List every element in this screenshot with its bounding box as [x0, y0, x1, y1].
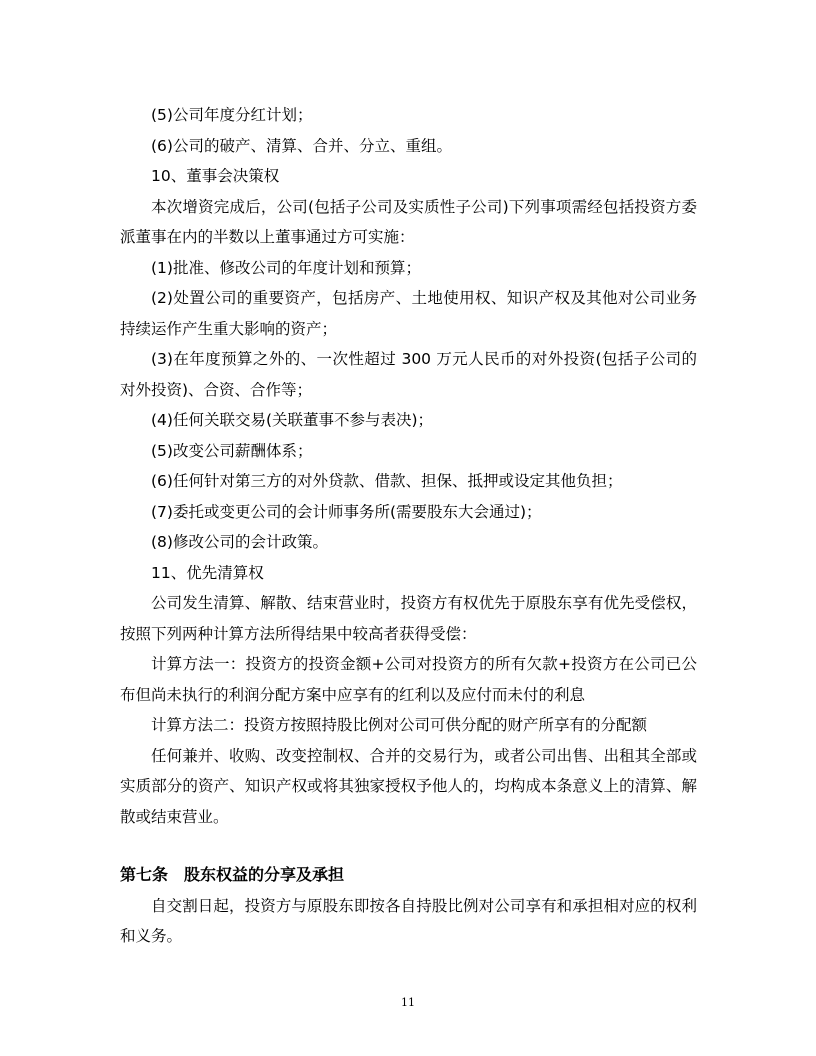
- paragraph-shareholder-rights: 自交割日起，投资方与原股东即按各自持股比例对公司享有和承担相对应的权利和义务。: [120, 896, 697, 945]
- paragraph-dividend-plan: (5)公司年度分红计划；: [151, 106, 313, 124]
- section-heading-liquidation: 11、优先清算权: [151, 563, 264, 582]
- paragraph-liquidation-intro: 公司发生清算、解散、结束营业时，投资方有权优先于原股东享有优先受偿权，按照下列两种计算方法所得结果中较高者获得受偿：: [120, 594, 697, 643]
- paragraph-deemed-liquidation: 任何兼并、收购、改变控制权、合并的交易行为，或者公司出售、出租其全部或实质部分的资产、知识产权或将其独家授权予他人的，均构成本条意义上的清算、解散或结束营业。: [120, 746, 697, 826]
- list-item-budget: (1)批准、修改公司的年度计划和预算；: [151, 258, 421, 277]
- list-item-compensation: (5)改变公司薪酬体系；: [151, 441, 313, 460]
- paragraph-bankruptcy: (6)公司的破产、清算、合并、分立、重组。: [151, 136, 452, 155]
- paragraph-method-one: 计算方法一：投资方的投资金额+公司对投资方的所有欠款+投资方在公司已公布但尚未执行的利润分配方案中应享有的红利以及应付而未付的利息: [120, 655, 697, 704]
- list-item-investment: (3)在年度预算之外的、一次性超过 300 万元人民币的对外投资(包括子公司的对外投资)、合资、合作等；: [120, 350, 697, 399]
- list-item-accounting-firm: (7)委托或变更公司的会计师事务所(需要股东大会通过)；: [151, 502, 542, 521]
- article-title: 股东权益的分享及承担: [184, 865, 345, 884]
- list-item-loans: (6)任何针对第三方的对外贷款、借款、担保、抵押或设定其他负担；: [151, 472, 623, 490]
- paragraph-board-intro: 本次增资完成后，公司(包括子公司及实质性子公司)下列事项需经包括投资方委派董事在内的半数以上董事通过方可实施：: [120, 197, 697, 246]
- page-number: 11: [401, 996, 415, 1009]
- paragraph-method-two: 计算方法二：投资方按照持股比例对公司可供分配的财产所享有的分配额: [151, 716, 648, 734]
- list-item-accounting-policy: (8)修改公司的会计政策。: [151, 533, 328, 551]
- list-item-assets: (2)处置公司的重要资产，包括房产、土地使用权、知识产权及其他对公司业务持续运作产生重大影响的资产；: [120, 289, 697, 338]
- article-heading: [120, 860, 697, 891]
- list-item-related-transactions: (4)任何关联交易(关联董事不参与表决)；: [151, 411, 434, 429]
- article-number: 第七条: [120, 865, 169, 884]
- document-body: [120, 100, 697, 952]
- section-heading-board-decision: 10、董事会决策权: [151, 167, 280, 185]
